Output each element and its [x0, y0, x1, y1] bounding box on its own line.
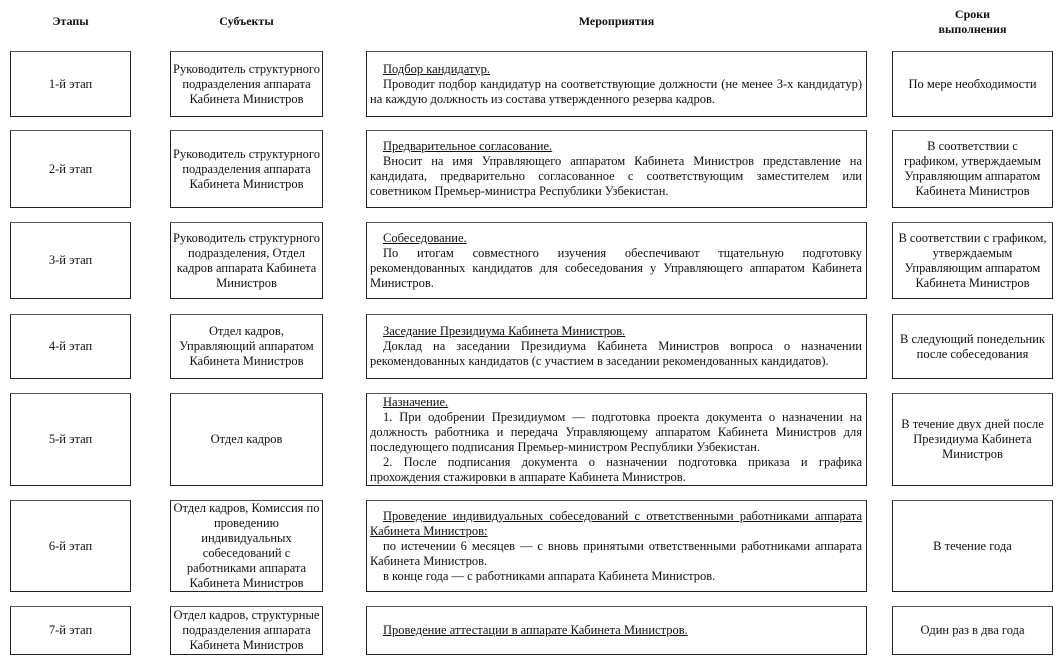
activity-title: Подбор кандидатур. [383, 61, 490, 76]
header-stages: Этапы [52, 14, 89, 28]
header-activities: Мероприятия [578, 14, 655, 28]
activity-cell [366, 130, 867, 208]
deadline-cell: В соответствии с графиком, утверждаемым Управляющим аппаратом Кабинета Министров [892, 130, 1053, 208]
activity-title: Собеседование. [383, 230, 467, 245]
stage-cell: 6-й этап [10, 500, 131, 592]
activity-title: Проведение индивидуальных собеседований с ответственными работниками аппарата Кабинета Министров: [370, 508, 862, 538]
activity-cell [366, 51, 867, 117]
activity-cell [366, 606, 867, 655]
activity-cell [366, 222, 867, 299]
activity-paragraph: Проводит подбор кандидатур на соответствующие должности (не менее 3-х кандидатур) на каждую должность из состава утвержденного резерва кадров. [370, 76, 862, 106]
subject-cell: Отдел кадров, Управляющий аппаратом Кабинета Министров [170, 314, 323, 379]
subject-cell: Руководитель структурного подразделения аппарата Кабинета Министров [170, 51, 323, 117]
activity-paragraph: Вносит на имя Управляющего аппаратом Кабинета Министров представление на кандидата, предварительно согласованное с соответствующим заместителем или советником Премьер-министра Республики Узбекистан. [370, 154, 862, 198]
activity-cell [366, 314, 867, 379]
header-subjects: Субъекты [219, 14, 274, 28]
subject-cell: Руководитель структурного подразделения аппарата Кабинета Министров [170, 130, 323, 208]
activity-title: Заседание Президиума Кабинета Министров. [383, 324, 626, 338]
activity-paragraph: Доклад на заседании Президиума Кабинета Министров вопроса о назначении рекомендованных кандидатов (с участием в заседании рекомендованных кандидатов). [370, 339, 862, 368]
activity-title: Проведение аттестации в аппарате Кабинета Министров. [383, 623, 688, 637]
activity-cell [366, 393, 867, 486]
deadline-cell: По мере необходимости [892, 51, 1053, 117]
activity-title: Назначение. [383, 394, 449, 409]
subject-cell: Руководитель структурного подразделения, Отдел кадров аппарата Кабинета Министров [170, 222, 323, 299]
activity-paragraph: в конце года — с работниками аппарата Кабинета Министров. [383, 568, 716, 583]
activity-cell [366, 500, 867, 592]
stage-cell: 3-й этап [10, 222, 131, 299]
deadline-cell: В течение двух дней после Президиума Кабинета Министров [892, 393, 1053, 486]
subject-cell: Отдел кадров [170, 393, 323, 486]
stage-cell: 5-й этап [10, 393, 131, 486]
subject-cell: Отдел кадров, структурные подразделения аппарата Кабинета Министров [170, 606, 323, 655]
activity-paragraph: 1. При одобрении Президиумом — подготовка проекта документа о назначении на должность работника и передача Управляющему аппаратом Кабинета Министров для последующего подписания Премьер-министром Республики Узбекистан. [370, 409, 862, 454]
deadline-cell: В следующий понедельник после собеседования [892, 314, 1053, 379]
header-deadlines-line1: Сроки [954, 7, 991, 21]
stage-cell: 4-й этап [10, 314, 131, 379]
activity-title: Предварительное согласование. [383, 139, 553, 153]
stage-cell: 1-й этап [10, 51, 131, 117]
activity-paragraph: по истечении 6 месяцев — с вновь принятыми ответственными работниками аппарата Кабинета Министров. [370, 538, 862, 568]
subject-cell: Отдел кадров, Комиссия по проведению индивидуальных собеседований с работниками аппарата Кабинета Министров [170, 500, 323, 592]
activity-paragraph: По итогам совместного изучения обеспечивают тщательную подготовку рекомендованных кандидатов для собеседования у Управляющего аппаратом Кабинета Министров. [370, 245, 862, 290]
header-deadlines-line2: выполнения [938, 22, 1007, 36]
header-deadlines [892, 7, 1053, 37]
stage-cell: 2-й этап [10, 130, 131, 208]
deadline-cell: В соответствии с графиком, утверждаемым Управляющим аппаратом Кабинета Министров [892, 222, 1053, 299]
deadline-cell: В течение года [892, 500, 1053, 592]
deadline-cell: Один раз в два года [892, 606, 1053, 655]
activity-paragraph: 2. После подписания документа о назначении подготовка приказа и графика прохождения стажировки в аппарате Кабинета Министров. [370, 454, 862, 484]
stage-cell: 7-й этап [10, 606, 131, 655]
